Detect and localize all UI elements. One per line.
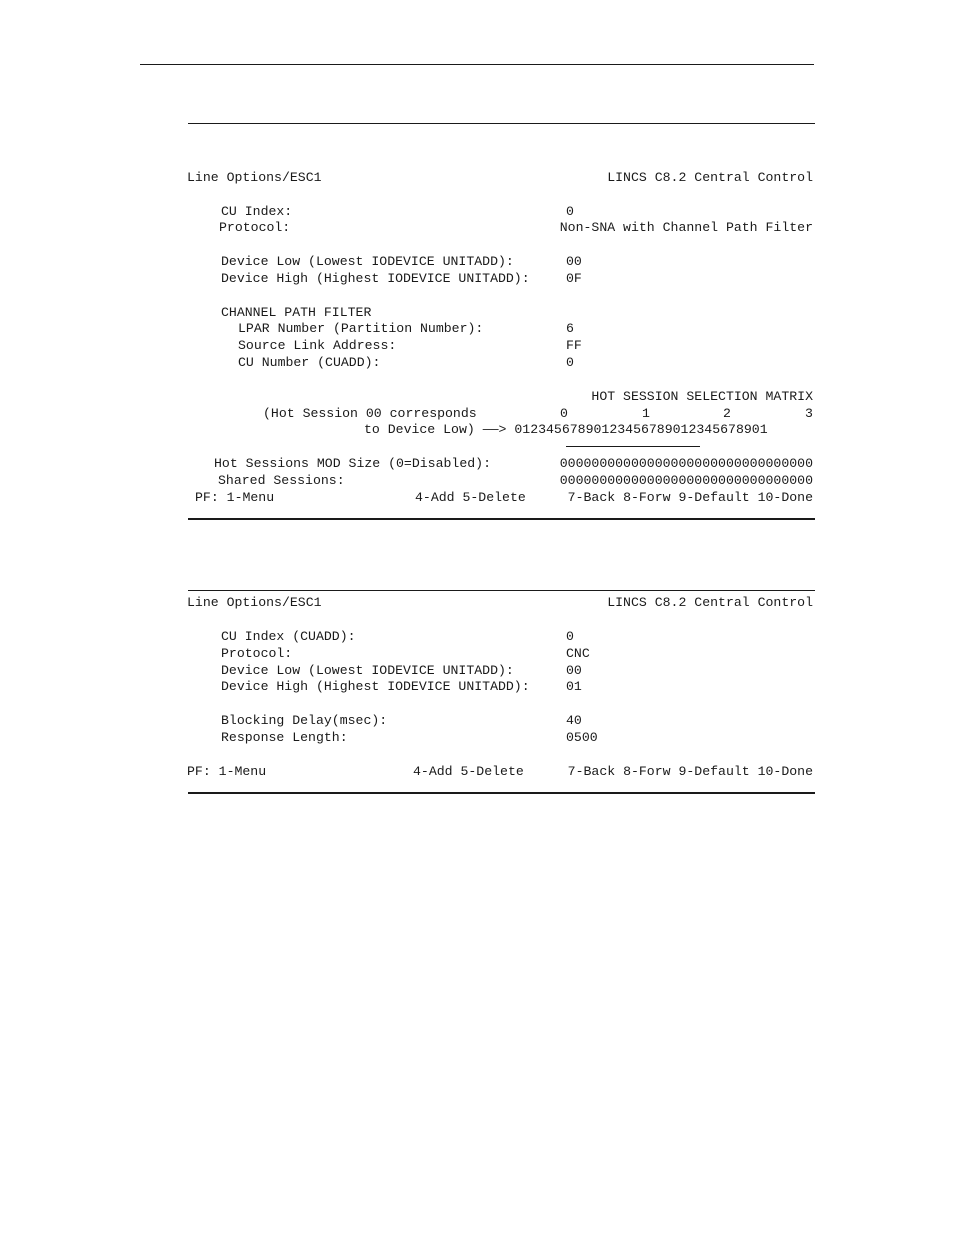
screen1-hot-session-note-1: (Hot Session 00 corresponds [263, 406, 477, 421]
screen1-hot-mod-value[interactable]: 00000000000000000000000000000000 [559, 456, 813, 471]
screen1-cu-number-label: CU Number (CUADD): [238, 355, 381, 370]
screen2-pf-add-delete: 4-Add 5-Delete [413, 764, 524, 779]
screen1-matrix-tens-3: 3 [805, 406, 813, 421]
screen1-pf-menu: PF: 1-Menu [195, 490, 275, 505]
screen1-top-rule [188, 123, 815, 124]
screen2-blocking-label: Blocking Delay(msec): [221, 713, 388, 728]
screen1-matrix-heading: HOT SESSION SELECTION MATRIX [591, 389, 813, 404]
screen1-cu-index-label: CU Index: [221, 204, 293, 219]
page-header-rule [140, 64, 814, 65]
screen1-protocol-value[interactable]: Non-SNA with Channel Path Filter [559, 220, 813, 235]
screen1-source-link-value[interactable]: FF [566, 338, 582, 353]
screen1-device-low-label: Device Low (Lowest IODEVICE UNITADD): [221, 254, 514, 269]
screen2-pf-nav: 7-Back 8-Forw 9-Default 10-Done [567, 764, 813, 779]
screen2-device-high-value[interactable]: 01 [566, 679, 582, 694]
screen1-protocol-label: Protocol: [219, 220, 291, 235]
screen2-device-low-value[interactable]: 00 [566, 663, 582, 678]
screen1-cu-number-value[interactable]: 0 [566, 355, 574, 370]
screen1-pf-nav: 7-Back 8-Forw 9-Default 10-Done [567, 490, 813, 505]
screen1-matrix-tens-0: 0 [560, 406, 568, 421]
screen2-protocol-value[interactable]: CNC [566, 646, 590, 661]
screen1-lpar-label: LPAR Number (Partition Number): [238, 321, 484, 336]
screen2-response-value[interactable]: 0500 [566, 730, 598, 745]
screen2-title-left: Line Options/ESC1 [187, 595, 322, 610]
screen1-matrix-cursor-line [566, 446, 700, 447]
screen2-device-low-label: Device Low (Lowest IODEVICE UNITADD): [221, 663, 514, 678]
screen1-pf-add-delete: 4-Add 5-Delete [415, 490, 526, 505]
screen1-matrix-tens-2: 2 [723, 406, 731, 421]
screen2-cu-index-value[interactable]: 0 [566, 629, 574, 644]
screen1-title-right: LINCS C8.2 Central Control [607, 170, 813, 185]
screen1-source-link-label: Source Link Address: [238, 338, 397, 353]
screen2-top-rule [188, 590, 815, 591]
screen1-title-left: Line Options/ESC1 [187, 170, 322, 185]
screen2-protocol-label: Protocol: [221, 646, 293, 661]
screen1-hot-session-note-2: to Device Low) ——> 01234567890123456789012345678901 [364, 422, 768, 437]
screen2-title-right: LINCS C8.2 Central Control [607, 595, 813, 610]
screen2-bottom-rule [188, 792, 815, 794]
screen1-device-low-value[interactable]: 00 [566, 254, 582, 269]
screen2-cu-index-label: CU Index (CUADD): [221, 629, 356, 644]
screen1-matrix-tens-1: 1 [642, 406, 650, 421]
screen1-bottom-rule [188, 518, 815, 520]
screen2-response-label: Response Length: [221, 730, 348, 745]
screen1-shared-label: Shared Sessions: [218, 473, 345, 488]
screen1-device-high-value[interactable]: 0F [566, 271, 582, 286]
screen1-cpf-heading: CHANNEL PATH FILTER [221, 305, 372, 320]
screen1-lpar-value[interactable]: 6 [566, 321, 574, 336]
screen1-device-high-label: Device High (Highest IODEVICE UNITADD): [221, 271, 530, 286]
screen2-device-high-label: Device High (Highest IODEVICE UNITADD): [221, 679, 530, 694]
screen1-cu-index-value[interactable]: 0 [566, 204, 574, 219]
screen2-blocking-value[interactable]: 40 [566, 713, 582, 728]
screen1-hot-mod-label: Hot Sessions MOD Size (0=Disabled): [214, 456, 491, 471]
screen2-pf-menu: PF: 1-Menu [187, 764, 267, 779]
screen1-shared-value[interactable]: 00000000000000000000000000000000 [559, 473, 813, 488]
